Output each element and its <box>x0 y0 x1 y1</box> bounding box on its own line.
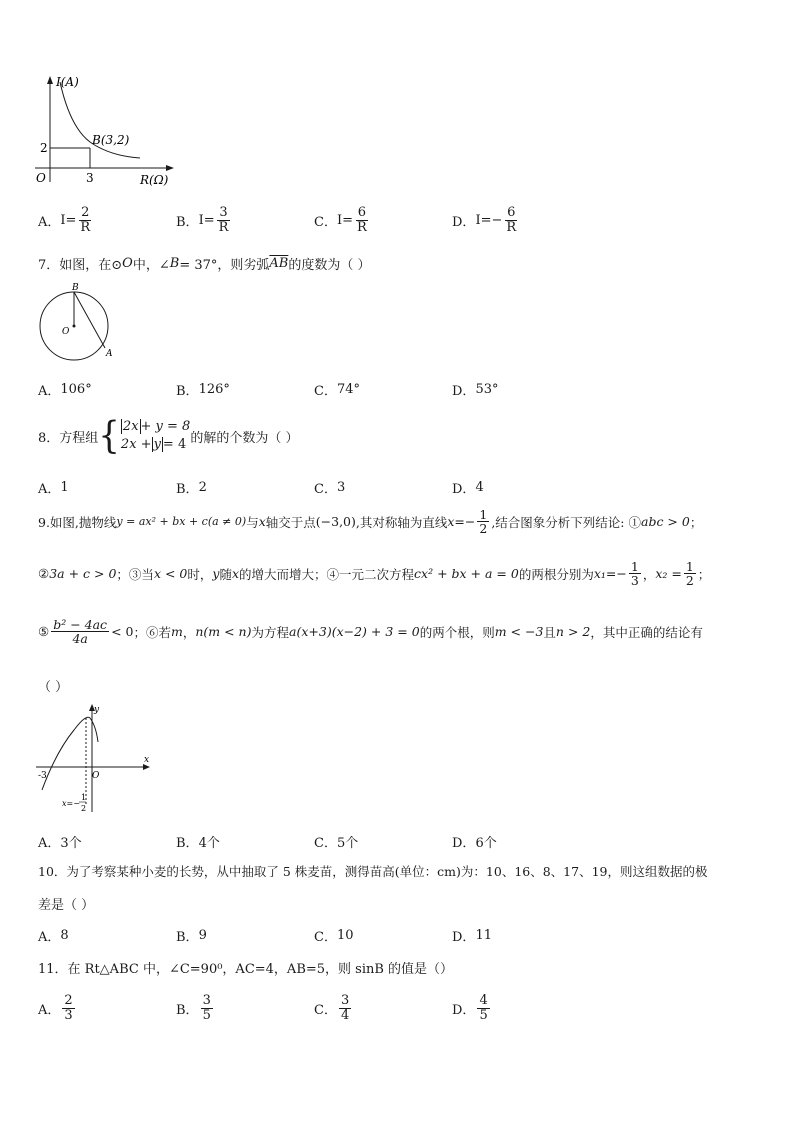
option-fraction <box>504 206 518 234</box>
x-tick-label: 3 <box>86 171 94 185</box>
axis-den: 2 <box>81 804 87 813</box>
q9-text: ， <box>182 624 196 640</box>
q8-option-c[interactable] <box>314 478 345 497</box>
q9-text: 为方程 <box>251 624 290 640</box>
option-letter: A． <box>38 384 61 399</box>
y-axis-arrow <box>47 76 53 84</box>
option-letter: D． <box>452 214 476 230</box>
numerator: 3 <box>340 993 350 1008</box>
question-10-line-1 <box>38 862 708 880</box>
label-b: B <box>72 283 79 293</box>
option-value: 106° <box>60 382 92 397</box>
q8-brace: { <box>98 414 120 458</box>
option-fraction <box>355 206 369 234</box>
center-dot <box>73 325 76 328</box>
q9-root-1: x₁=− <box>593 566 627 582</box>
option-letter: D． <box>452 930 476 945</box>
q9-text: 的增大而增大；④一元二次方程 <box>239 566 415 582</box>
q8-eq2-rest: = 4 <box>162 437 187 452</box>
q9-m-condition: m < −3 <box>494 624 544 640</box>
option-prefix: I=− <box>475 212 503 228</box>
q9-text: ，其中正确的结论有 <box>590 624 703 640</box>
parabola-curve <box>42 717 98 790</box>
q9-option-c[interactable] <box>314 832 358 851</box>
neg3-label: -3 <box>38 771 47 781</box>
q6-option-c[interactable] <box>314 206 371 234</box>
option-fraction <box>217 206 231 234</box>
option-fraction <box>62 994 74 1022</box>
q7-text-before: 7．如图，在⊙ <box>38 258 123 273</box>
option-letter: A． <box>38 482 61 497</box>
q7-angle-value: = 37°，则劣弧 <box>179 258 270 273</box>
denominator: 5 <box>202 1007 211 1023</box>
numerator: 2 <box>81 205 90 220</box>
option-value: 4个 <box>198 836 220 851</box>
option-letter: B． <box>176 1002 199 1018</box>
option-prefix: I= <box>336 212 353 228</box>
q9-answer-blank: （ ） <box>38 680 69 695</box>
graph-i-r <box>30 72 180 192</box>
q10-option-b[interactable] <box>176 926 207 945</box>
denominator: R <box>218 219 229 235</box>
option-letter: C． <box>314 214 337 230</box>
q9-var-y: y <box>212 566 220 582</box>
origin-label: O <box>36 171 46 185</box>
q9-condition: x < 0 <box>153 566 188 582</box>
y-label: y <box>94 705 100 715</box>
q9-text: 的两个根，则 <box>419 624 495 640</box>
q9-point: (−3,0) <box>315 514 356 530</box>
numerator: 4 <box>479 993 488 1008</box>
question-7 <box>38 254 370 273</box>
q9-root-2: x₂ = <box>655 566 682 582</box>
option-prefix: I= <box>198 212 215 228</box>
option-value: 8 <box>60 928 69 943</box>
q9-axis-fraction <box>477 508 489 535</box>
numerator: b² − 4ac <box>53 617 108 632</box>
q9-option-a[interactable] <box>38 832 82 851</box>
question-11 <box>38 958 453 977</box>
q9-root-2-fraction <box>684 560 696 587</box>
q9-discriminant-fraction <box>51 618 109 645</box>
option-letter: C． <box>314 482 337 497</box>
q8-abs-y: y <box>153 437 161 452</box>
q7-option-c[interactable] <box>314 380 360 399</box>
option-letter: B． <box>176 836 199 851</box>
q9-var-n: n(m < n) <box>195 624 252 640</box>
option-letter: A． <box>38 836 61 851</box>
option-letter: B． <box>176 214 199 230</box>
option-value: 53° <box>475 382 499 397</box>
option-letter: B． <box>176 482 199 497</box>
q9-text: 随 <box>219 566 232 582</box>
y-axis-label: I(A) <box>56 75 79 89</box>
option-letter: C． <box>314 930 337 945</box>
denominator: R <box>356 219 367 235</box>
question-9-line-1 <box>38 508 702 535</box>
numerator: 1 <box>630 559 639 574</box>
label-a: A <box>106 349 113 359</box>
option-letter: A． <box>38 214 61 230</box>
q9-parabola-figure <box>34 702 154 822</box>
q9-text: < 0 <box>111 624 134 640</box>
option-value: 6个 <box>475 836 497 851</box>
option-fraction <box>201 994 213 1022</box>
q7-arc-ab: $\overline{AB}$ <box>269 256 289 271</box>
q8-prefix: 8．方程组 <box>38 430 99 446</box>
denominator: 5 <box>479 1007 488 1023</box>
option-value: 3 <box>336 480 346 495</box>
q11-option-d[interactable] <box>452 994 492 1022</box>
q7-option-b[interactable] <box>176 380 230 399</box>
option-letter: A． <box>38 930 61 945</box>
q9-text: 的两根分别为 <box>518 566 594 582</box>
q9-text: 与 <box>246 514 259 530</box>
option-fraction <box>339 994 351 1022</box>
q11-option-a[interactable] <box>38 994 77 1022</box>
question-8 <box>38 414 299 458</box>
option-value: 5个 <box>336 836 359 851</box>
q10-text: 差是（ ） <box>38 898 95 913</box>
q9-text: 且 <box>543 624 556 640</box>
option-prefix: I= <box>60 212 77 228</box>
q7-text-mid: 中，∠ <box>132 258 170 273</box>
q8-equation-2 <box>121 436 190 454</box>
option-value: 4 <box>475 480 484 495</box>
q9-text: ， <box>642 566 656 582</box>
option-value: 10 <box>336 928 354 943</box>
q9-quadratic: cx² + bx + a = 0 <box>414 566 519 582</box>
q9-conclusion-1: abc > 0 <box>641 514 690 530</box>
q9-option-b[interactable] <box>176 832 220 851</box>
q8-eq1-rest: + y = 8 <box>140 419 191 434</box>
q10-option-d[interactable] <box>452 926 492 945</box>
q9-text: ； <box>697 566 711 582</box>
q9-text: ,结合图象分析下列结论: ① <box>491 514 641 530</box>
numerator: 1 <box>685 559 694 574</box>
axis-label: x=− <box>62 799 80 808</box>
option-letter: B． <box>176 930 199 945</box>
q9-text: ,其对称轴为直线 <box>355 514 448 530</box>
q9-text: ；⑥若 <box>133 624 171 640</box>
option-value: 2 <box>198 480 207 495</box>
option-fraction <box>477 994 489 1022</box>
q11-text: 11．在 Rt△ABC 中，∠C=90⁰，AC=4，AB=5，则 sinB 的值是（） <box>38 962 454 977</box>
q9-root-1-fraction <box>629 560 641 587</box>
q10-option-a[interactable] <box>38 926 69 945</box>
denominator: 4a <box>72 631 88 647</box>
q8-option-a[interactable] <box>38 478 69 497</box>
q7-circle-o: O <box>122 256 133 271</box>
numerator: 1 <box>479 507 488 522</box>
label-o: O <box>62 327 70 337</box>
q7-text-after: 的度数为（ ） <box>288 258 371 273</box>
q10-option-c[interactable] <box>314 926 354 945</box>
q9-parabola-equation: y = ax² + bx + c(a ≠ 0) <box>116 515 247 529</box>
q7-circle-figure <box>34 282 118 362</box>
question-10-line-2 <box>38 894 94 913</box>
denominator: 2 <box>685 573 694 589</box>
x-axis-label: R(Ω) <box>140 173 169 187</box>
q7-angle-b: B <box>169 256 180 271</box>
option-value: 9 <box>198 928 207 943</box>
q8-equation-1 <box>121 418 190 436</box>
option-letter: B． <box>176 384 199 399</box>
q10-text: 10．为了考察某种小麦的长势，从中抽取了 5 株麦苗，测得苗高(单位：cm)为：10、16、8、17、19，则这组数据的极 <box>38 864 708 879</box>
chord-ba <box>74 292 105 348</box>
question-9-line-2 <box>38 560 710 587</box>
denominator: R <box>80 219 91 235</box>
q9-text: 9.如图,抛物线 <box>38 514 117 530</box>
option-value: 126° <box>198 382 230 397</box>
q9-var-x: x <box>258 514 266 530</box>
q9-axis-eq: x=− <box>447 514 476 530</box>
q11-option-c[interactable] <box>314 994 353 1022</box>
numerator: 3 <box>202 993 211 1008</box>
option-letter: C． <box>314 836 337 851</box>
q9-text: 轴交于点 <box>265 514 316 530</box>
x-axis-arrow <box>166 165 174 171</box>
denominator: 2 <box>479 521 488 537</box>
q7-option-d[interactable] <box>452 380 498 399</box>
q9-text: ② <box>38 566 50 582</box>
q9-conclusion-2: 3a + c > 0 <box>49 566 117 582</box>
q7-option-a[interactable] <box>38 380 92 399</box>
numerator: 2 <box>64 993 73 1008</box>
q9-option-d[interactable] <box>452 832 497 851</box>
q8-eq2-left: 2x + <box>120 437 152 452</box>
q8-option-d[interactable] <box>452 478 484 497</box>
q9-text: 时， <box>187 566 213 582</box>
q6-option-d[interactable] <box>452 206 520 234</box>
q9-equation-6: a(x+3)(x−2) + 3 = 0 <box>289 624 420 640</box>
option-letter: D． <box>452 1002 476 1018</box>
option-letter: D． <box>452 384 476 399</box>
question-9-line-3 <box>38 618 703 645</box>
option-letter: A． <box>38 1002 61 1018</box>
option-letter: D． <box>452 836 476 851</box>
option-letter: D． <box>452 482 476 497</box>
q8-option-b[interactable] <box>176 478 207 497</box>
q8-abs-2x: 2x <box>122 419 139 434</box>
y-tick-label: 2 <box>40 141 48 155</box>
option-value: 11 <box>475 928 492 943</box>
denominator: 4 <box>340 1007 350 1023</box>
option-value: 1 <box>60 480 69 495</box>
q9-var-x: x <box>231 566 240 582</box>
point-b-label: B(3,2) <box>92 133 130 147</box>
option-fraction <box>78 206 92 234</box>
option-letter: C． <box>314 1002 337 1018</box>
denominator: R <box>506 219 517 235</box>
origin-label: O <box>92 771 100 781</box>
denominator: 3 <box>630 573 639 589</box>
q6-option-a[interactable] <box>38 206 94 234</box>
numerator: 3 <box>219 205 228 220</box>
denominator: 3 <box>64 1007 73 1023</box>
q9-text: ； <box>689 514 703 530</box>
x-label: x <box>144 755 150 765</box>
axis-num: 1 <box>81 793 87 802</box>
q9-var-m: m <box>170 624 183 640</box>
numerator: 6 <box>357 205 367 220</box>
question-9-line-4 <box>38 676 68 695</box>
q9-text: ；③当 <box>116 566 154 582</box>
q9-n-condition: n > 2 <box>555 624 591 640</box>
option-value: 74° <box>336 382 360 397</box>
q9-text: ⑤ <box>38 624 50 640</box>
option-letter: C． <box>314 384 337 399</box>
q8-suffix: 的解的个数为（ ） <box>190 430 299 446</box>
option-value: 3个 <box>60 836 82 851</box>
numerator: 6 <box>507 205 516 220</box>
q6-option-b[interactable] <box>176 206 232 234</box>
q8-system <box>121 418 190 454</box>
q11-option-b[interactable] <box>176 994 215 1022</box>
